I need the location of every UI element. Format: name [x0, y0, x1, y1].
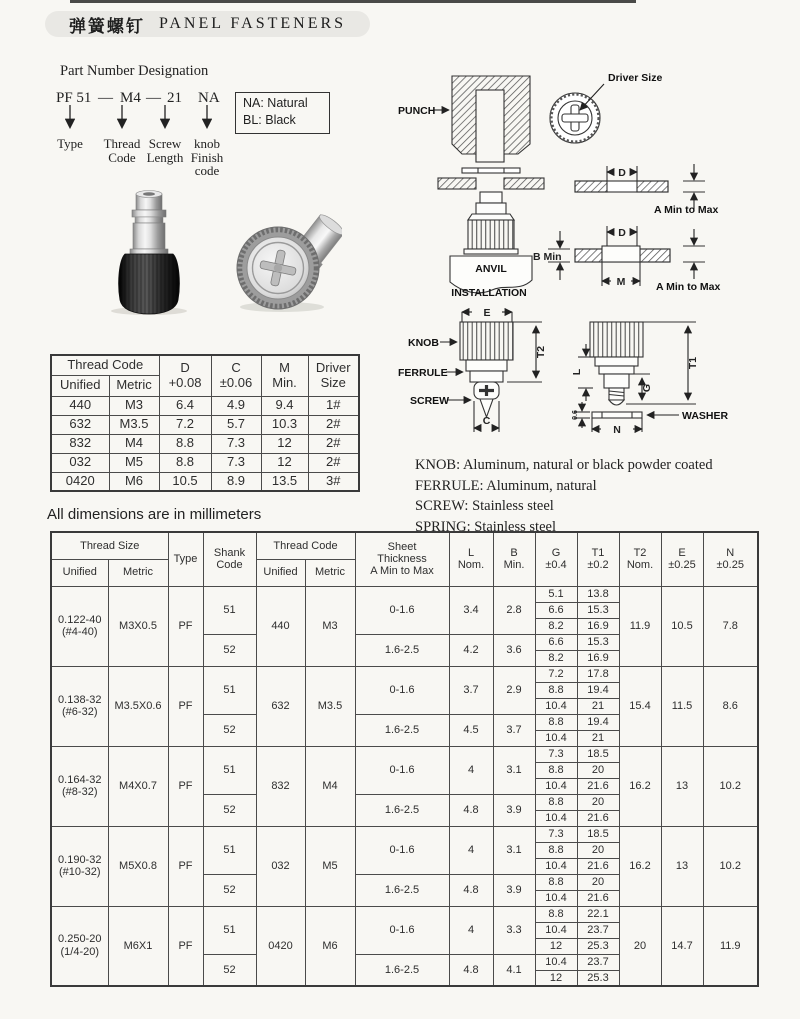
- cell: 0.122-40 (#4-40): [51, 586, 108, 666]
- cell: 10.4: [535, 698, 577, 714]
- svg-text:A Min to Max: A Min to Max: [654, 204, 719, 216]
- cell: 12: [535, 938, 577, 954]
- cell: 8.8: [159, 453, 211, 472]
- technical-diagrams: [390, 60, 800, 450]
- cell: 440: [256, 586, 305, 666]
- cell: 20: [577, 842, 619, 858]
- finish-code-legend: NA: Natural BL: Black: [235, 92, 330, 134]
- cell: M5: [305, 826, 355, 906]
- header-cell: T2 Nom.: [619, 532, 661, 586]
- cell: 0-1.6: [355, 586, 449, 634]
- cell: 10.4: [535, 810, 577, 826]
- cell: 832: [256, 746, 305, 826]
- cell: 8.8: [535, 762, 577, 778]
- cell: 8.6: [703, 666, 758, 746]
- header-cell: C ±0.06: [211, 355, 261, 396]
- table-row: [51, 666, 758, 682]
- cell: 10.3: [261, 415, 308, 434]
- cell: 3.3: [493, 906, 535, 954]
- cell: 7.3: [211, 434, 261, 453]
- table-row: [51, 906, 758, 922]
- header-cell: Metric: [305, 559, 355, 586]
- cell: 4.9: [211, 396, 261, 415]
- cell: 0420: [51, 472, 109, 491]
- table-row: [51, 434, 359, 453]
- cell: 11.5: [661, 666, 703, 746]
- cell: 4.8: [449, 794, 493, 826]
- product-photo-silver-knob: [230, 214, 342, 314]
- cell: 16.2: [619, 826, 661, 906]
- cell: 13: [661, 826, 703, 906]
- cell: 15.3: [577, 634, 619, 650]
- material-screw: SCREW: Stainless steel: [415, 498, 554, 515]
- header-cell: L Nom.: [449, 532, 493, 586]
- table-row: [51, 586, 758, 602]
- cell: 52: [203, 794, 256, 826]
- header-cell: N ±0.25: [703, 532, 758, 586]
- cell: 7.3: [211, 453, 261, 472]
- cell: 1.6-2.5: [355, 954, 449, 986]
- cell: 19.4: [577, 682, 619, 698]
- cell: 8.8: [535, 842, 577, 858]
- svg-text:N: N: [613, 424, 621, 436]
- cell: 3.6: [493, 634, 535, 666]
- svg-text:D: D: [618, 167, 626, 179]
- cell: 16.9: [577, 650, 619, 666]
- header-cell: Unified: [51, 559, 108, 586]
- cell: M4: [109, 434, 159, 453]
- pn-dash: —: [146, 90, 161, 106]
- dimensions-note: All dimensions are in millimeters: [47, 506, 262, 523]
- cell: 0.164-32 (#8-32): [51, 746, 108, 826]
- cell: 4.8: [449, 874, 493, 906]
- pn-label-knob-finish: knob Finish code: [190, 136, 224, 179]
- cell: 0420: [256, 906, 305, 986]
- header-cell: Type: [168, 532, 203, 586]
- cell: 0.138-32 (#6-32): [51, 666, 108, 746]
- cell: 7.3: [535, 746, 577, 762]
- cell: 8.8: [535, 682, 577, 698]
- cell: 12: [261, 453, 308, 472]
- cell: 8.8: [535, 794, 577, 810]
- cell: 2.9: [493, 666, 535, 714]
- cell: 5.7: [211, 415, 261, 434]
- cell: 12: [535, 970, 577, 986]
- cell: 10.4: [535, 730, 577, 746]
- driver-size-diagram: [550, 72, 662, 143]
- svg-text:T2: T2: [535, 345, 547, 359]
- material-spring: SPRING: Stainless steel: [415, 518, 556, 535]
- header-cell: Thread Code: [256, 532, 355, 559]
- cell: 832: [51, 434, 109, 453]
- cell: 18.5: [577, 746, 619, 762]
- cell: 23.7: [577, 922, 619, 938]
- cell: 51: [203, 826, 256, 874]
- table-row: [51, 453, 359, 472]
- cell: 032: [256, 826, 305, 906]
- cell: M5: [109, 453, 159, 472]
- header-cell: Metric: [109, 375, 159, 396]
- header-cell: Thread Code: [51, 355, 159, 375]
- svg-text:L: L: [571, 368, 583, 376]
- cell: 51: [203, 586, 256, 634]
- cell: 10.5: [661, 586, 703, 666]
- cell: 23.7: [577, 954, 619, 970]
- cell: 10.4: [535, 778, 577, 794]
- material-ferrule: FERRULE: Aluminum, natural: [415, 477, 597, 494]
- pn-label-type: Type: [57, 136, 83, 151]
- cell: 3#: [308, 472, 359, 491]
- pn-segment-length: 21: [167, 90, 182, 106]
- cell: 8.8: [535, 874, 577, 890]
- cell: 11.9: [619, 586, 661, 666]
- material-knob: KNOB: Aluminum, natural or black powder coated: [415, 457, 713, 473]
- punch-label: PUNCH: [398, 105, 436, 117]
- header-cell: Thread Size: [51, 532, 168, 559]
- cell: M3.5: [305, 666, 355, 746]
- thread-code-table: [50, 354, 360, 492]
- pn-label-screw-length: Screw Length: [146, 136, 184, 165]
- cell: 3.1: [493, 826, 535, 874]
- cell: 10.2: [703, 826, 758, 906]
- screw-label: SCREW: [410, 395, 450, 407]
- cell: 3.4: [449, 586, 493, 634]
- cell: 0-1.6: [355, 906, 449, 954]
- svg-text:E: E: [483, 307, 491, 319]
- cell: 2#: [308, 415, 359, 434]
- svg-text:G: G: [641, 383, 653, 393]
- cell: 52: [203, 954, 256, 986]
- cell: M6X1: [108, 906, 168, 986]
- cell: 8.8: [159, 434, 211, 453]
- cell: 13.5: [261, 472, 308, 491]
- main-dimensions-table: [50, 531, 759, 987]
- cell: PF: [168, 906, 203, 986]
- pn-segment-finish: NA: [198, 90, 220, 106]
- cell: 4.8: [449, 954, 493, 986]
- cell: 1.6-2.5: [355, 794, 449, 826]
- cell: 21: [577, 698, 619, 714]
- cell: 8.8: [535, 906, 577, 922]
- cell: 51: [203, 906, 256, 954]
- cell: 20: [619, 906, 661, 986]
- svg-text:C: C: [482, 415, 491, 427]
- cell: 7.2: [535, 666, 577, 682]
- ferrule-label: FERRULE: [398, 367, 448, 379]
- part-number-heading: Part Number Designation: [60, 63, 209, 79]
- cell: 032: [51, 453, 109, 472]
- cell: M6: [305, 906, 355, 986]
- cell: 14.7: [661, 906, 703, 986]
- cell: 0-1.6: [355, 826, 449, 874]
- cell: 4.2: [449, 634, 493, 666]
- table-row: [51, 826, 758, 842]
- cell: 1.6-2.5: [355, 874, 449, 906]
- cell: 16.9: [577, 618, 619, 634]
- knob-dimension-diagram: [398, 307, 547, 432]
- cell: 51: [203, 666, 256, 714]
- svg-text:B Min: B Min: [533, 251, 562, 263]
- cell: 10.4: [535, 858, 577, 874]
- cell: 7.2: [159, 415, 211, 434]
- table-row: [51, 472, 359, 491]
- cell: M6: [109, 472, 159, 491]
- cell: 10.2: [703, 746, 758, 826]
- cell: 20: [577, 794, 619, 810]
- page-title: [45, 11, 370, 37]
- cell: M4X0.7: [108, 746, 168, 826]
- cell: 0-1.6: [355, 666, 449, 714]
- header-cell: B Min.: [493, 532, 535, 586]
- washer-label: WASHER: [682, 410, 729, 422]
- cell: M3X0.5: [108, 586, 168, 666]
- header-cell: Unified: [256, 559, 305, 586]
- header-cell: G ±0.4: [535, 532, 577, 586]
- cell: 6.4: [159, 396, 211, 415]
- cell: 52: [203, 714, 256, 746]
- cell: 15.3: [577, 602, 619, 618]
- cell: 21.6: [577, 810, 619, 826]
- installation-label: INSTALLATION: [451, 287, 527, 299]
- cell: 2.8: [493, 586, 535, 634]
- cell: M3: [305, 586, 355, 666]
- materials-notes: [415, 455, 713, 537]
- anvil-label: ANVIL: [475, 263, 507, 275]
- header-cell: Unified: [51, 375, 109, 396]
- cell: 51: [203, 746, 256, 794]
- cell: 18.5: [577, 826, 619, 842]
- header-cell: Sheet Thickness A Min to Max: [355, 532, 449, 586]
- cell: 20: [577, 874, 619, 890]
- cell: 3.1: [493, 746, 535, 794]
- cell: 4.1: [493, 954, 535, 986]
- section-view-2: [533, 226, 721, 293]
- cell: M5X0.8: [108, 826, 168, 906]
- cell: PF: [168, 586, 203, 666]
- cell: 1#: [308, 396, 359, 415]
- cell: 3.7: [493, 714, 535, 746]
- cell: 21.6: [577, 778, 619, 794]
- title-english: PANEL FASTENERS: [158, 15, 347, 32]
- cell: 12: [261, 434, 308, 453]
- svg-text:M: M: [616, 276, 626, 288]
- table-row: [51, 532, 758, 559]
- knob-label: KNOB: [408, 337, 439, 349]
- svg-text:D: D: [618, 227, 626, 239]
- cell: 19.4: [577, 714, 619, 730]
- cell: 3.9: [493, 794, 535, 826]
- cell: 1.6-2.5: [355, 714, 449, 746]
- cell: M3.5: [109, 415, 159, 434]
- cell: 10.4: [535, 890, 577, 906]
- header-cell: E ±0.25: [661, 532, 703, 586]
- cell: PF: [168, 746, 203, 826]
- cell: 5.1: [535, 586, 577, 602]
- cell: 20: [577, 762, 619, 778]
- cell: 10.4: [535, 922, 577, 938]
- cell: PF: [168, 666, 203, 746]
- pn-segment-type: PF 51: [56, 90, 92, 106]
- cell: 25.3: [577, 938, 619, 954]
- cell: 21.6: [577, 858, 619, 874]
- cell: 9.4: [261, 396, 308, 415]
- cell: 4: [449, 826, 493, 874]
- header-cell: D +0.08: [159, 355, 211, 396]
- cell: 10.5: [159, 472, 211, 491]
- cell: 8.8: [535, 714, 577, 730]
- cell: 21: [577, 730, 619, 746]
- cell: 8.2: [535, 650, 577, 666]
- table-row: [51, 396, 359, 415]
- cell: 632: [51, 415, 109, 434]
- cell: 8.2: [535, 618, 577, 634]
- svg-text:T1: T1: [687, 356, 699, 370]
- cell: 440: [51, 396, 109, 415]
- cell: 6.6: [535, 634, 577, 650]
- cell: 25.3: [577, 970, 619, 986]
- cell: 632: [256, 666, 305, 746]
- cell: 6.6: [535, 602, 577, 618]
- cell: 8.9: [211, 472, 261, 491]
- cell: 52: [203, 874, 256, 906]
- svg-text:0.6: 0.6: [572, 410, 579, 420]
- cell: 17.8: [577, 666, 619, 682]
- svg-text:A Min to Max: A Min to Max: [656, 281, 721, 293]
- cell: 10.4: [535, 954, 577, 970]
- cell: 4: [449, 906, 493, 954]
- cell: 3.9: [493, 874, 535, 906]
- cell: 52: [203, 634, 256, 666]
- cell: 16.2: [619, 746, 661, 826]
- cell: 4: [449, 746, 493, 794]
- product-photo-black-knob: [103, 188, 195, 316]
- header-cell: Shank Code: [203, 532, 256, 586]
- cell: 1.6-2.5: [355, 634, 449, 666]
- header-cell: Metric: [108, 559, 168, 586]
- installation-diagram: [398, 76, 544, 299]
- scan-artifact-bar: [70, 0, 636, 3]
- header-cell: Driver Size: [308, 355, 359, 396]
- cell: 3.7: [449, 666, 493, 714]
- cell: 11.9: [703, 906, 758, 986]
- cell: 2#: [308, 453, 359, 472]
- pn-dash: —: [98, 90, 113, 106]
- cell: 0.190-32 (#10-32): [51, 826, 108, 906]
- cell: 2#: [308, 434, 359, 453]
- cell: 21.6: [577, 890, 619, 906]
- header-cell: M Min.: [261, 355, 308, 396]
- cell: 4.5: [449, 714, 493, 746]
- table-row: [51, 355, 359, 375]
- section-view-1: [575, 164, 719, 216]
- table-row: [51, 746, 758, 762]
- cell: 22.1: [577, 906, 619, 922]
- cell: 13: [661, 746, 703, 826]
- pn-label-thread-code: Thread Code: [103, 136, 141, 165]
- header-cell: T1 ±0.2: [577, 532, 619, 586]
- driver-size-label: Driver Size: [608, 72, 663, 84]
- cell: M4: [305, 746, 355, 826]
- title-chinese: 弹簧螺钉: [68, 16, 145, 36]
- washer-dimension-diagram: [571, 322, 729, 436]
- cell: M3.5X0.6: [108, 666, 168, 746]
- cell: 15.4: [619, 666, 661, 746]
- cell: 13.8: [577, 586, 619, 602]
- cell: 7.8: [703, 586, 758, 666]
- cell: 0-1.6: [355, 746, 449, 794]
- cell: 0.250-20 (1/4-20): [51, 906, 108, 986]
- pn-arrows: [40, 105, 240, 135]
- pn-segment-thread: M4: [120, 90, 141, 106]
- cell: 7.3: [535, 826, 577, 842]
- table-row: [51, 415, 359, 434]
- cell: PF: [168, 826, 203, 906]
- cell: M3: [109, 396, 159, 415]
